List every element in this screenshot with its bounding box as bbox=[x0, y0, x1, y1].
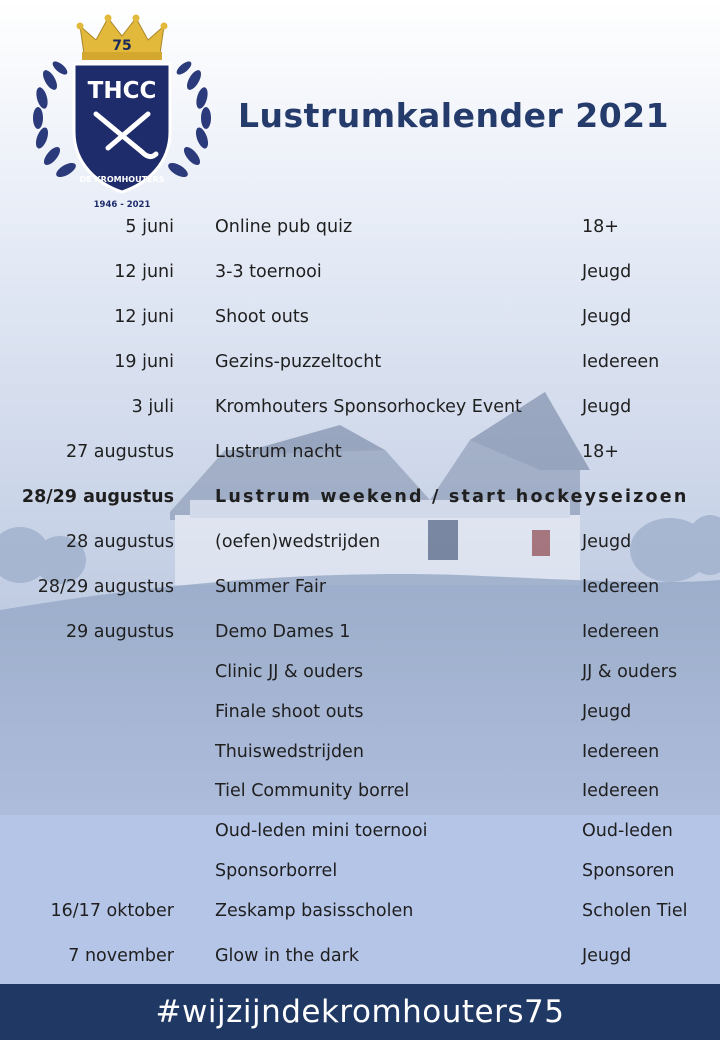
event-audience: Iedereen bbox=[582, 742, 660, 762]
event-event: Finale shoot outs bbox=[215, 702, 364, 722]
event-event: Thuiswedstrijden bbox=[215, 742, 364, 762]
event-event: Gezins-puzzeltocht bbox=[215, 352, 382, 372]
event-event: Kromhouters Sponsorhockey Event bbox=[215, 397, 522, 417]
event-audience: Oud-leden bbox=[582, 821, 673, 841]
event-row bbox=[0, 861, 720, 891]
event-date: 7 november bbox=[68, 946, 174, 966]
event-audience: Scholen Tiel bbox=[582, 901, 688, 921]
event-event: Zeskamp basisscholen bbox=[215, 901, 414, 921]
event-date: 12 juni bbox=[114, 307, 174, 327]
event-row bbox=[0, 397, 720, 427]
event-audience: Jeugd bbox=[582, 307, 632, 327]
event-audience: Iedereen bbox=[582, 781, 660, 801]
event-event: (oefen)wedstrijden bbox=[215, 532, 381, 552]
event-date: 19 juni bbox=[114, 352, 174, 372]
event-row bbox=[0, 352, 720, 382]
event-date: 28 augustus bbox=[65, 532, 174, 552]
event-audience: Jeugd bbox=[582, 262, 632, 282]
event-date: 27 augustus bbox=[65, 442, 174, 462]
event-audience: Sponsoren bbox=[582, 861, 675, 881]
event-date: 29 augustus bbox=[65, 622, 174, 642]
event-date: 5 juni bbox=[125, 217, 174, 237]
event-row bbox=[0, 946, 720, 976]
event-event: Oud-leden mini toernooi bbox=[215, 821, 428, 841]
event-audience: Jeugd bbox=[582, 946, 632, 966]
svg-text:75: 75 bbox=[112, 38, 132, 54]
event-event: Tiel Community borrel bbox=[215, 781, 410, 801]
event-row bbox=[0, 442, 720, 472]
event-audience: Iedereen bbox=[582, 577, 660, 597]
svg-text:THCC: THCC bbox=[87, 78, 157, 104]
event-date: 16/17 oktober bbox=[50, 901, 174, 921]
event-row bbox=[0, 262, 720, 292]
event-audience: Jeugd bbox=[582, 702, 632, 722]
event-row bbox=[0, 577, 720, 607]
event-row bbox=[0, 781, 720, 811]
event-event: Glow in the dark bbox=[215, 946, 359, 966]
event-row bbox=[0, 702, 720, 732]
page-title: Lustrumkalender 2021 bbox=[238, 96, 670, 135]
event-audience: Jeugd bbox=[582, 532, 632, 552]
event-row bbox=[0, 901, 720, 931]
event-row bbox=[0, 532, 720, 562]
event-row bbox=[0, 487, 720, 517]
event-event: Lustrum nacht bbox=[215, 442, 342, 462]
event-row bbox=[0, 742, 720, 772]
svg-text:1946 - 2021: 1946 - 2021 bbox=[93, 200, 151, 210]
club-logo bbox=[24, 14, 220, 210]
event-date: 28/29 augustus bbox=[37, 577, 174, 597]
event-date: 3 juli bbox=[131, 397, 174, 417]
event-event: Online pub quiz bbox=[215, 217, 353, 237]
event-date: 12 juni bbox=[114, 262, 174, 282]
event-audience: Iedereen bbox=[582, 352, 660, 372]
event-event: Shoot outs bbox=[215, 307, 309, 327]
event-event: 3-3 toernooi bbox=[215, 262, 322, 282]
event-event: Lustrum weekend / start hockeyseizoen bbox=[215, 487, 689, 507]
event-event: Sponsorborrel bbox=[215, 861, 338, 881]
event-audience: 18+ bbox=[582, 217, 619, 237]
event-row bbox=[0, 217, 720, 247]
event-row bbox=[0, 307, 720, 337]
event-audience: 18+ bbox=[582, 442, 619, 462]
event-event: Clinic JJ & ouders bbox=[215, 662, 364, 682]
event-audience: Iedereen bbox=[582, 622, 660, 642]
crown-icon bbox=[77, 15, 168, 61]
event-row bbox=[0, 662, 720, 692]
event-event: Demo Dames 1 bbox=[215, 622, 351, 642]
event-event: Summer Fair bbox=[215, 577, 327, 597]
event-audience: Jeugd bbox=[582, 397, 632, 417]
event-date: 28/29 augustus bbox=[21, 487, 174, 507]
event-row bbox=[0, 622, 720, 652]
event-row bbox=[0, 821, 720, 851]
event-audience: JJ & ouders bbox=[582, 662, 678, 682]
hashtag-banner: #wijzijndekromhouters75 bbox=[0, 984, 720, 1040]
svg-text:DE KROMHOUTERS: DE KROMHOUTERS bbox=[79, 175, 165, 184]
